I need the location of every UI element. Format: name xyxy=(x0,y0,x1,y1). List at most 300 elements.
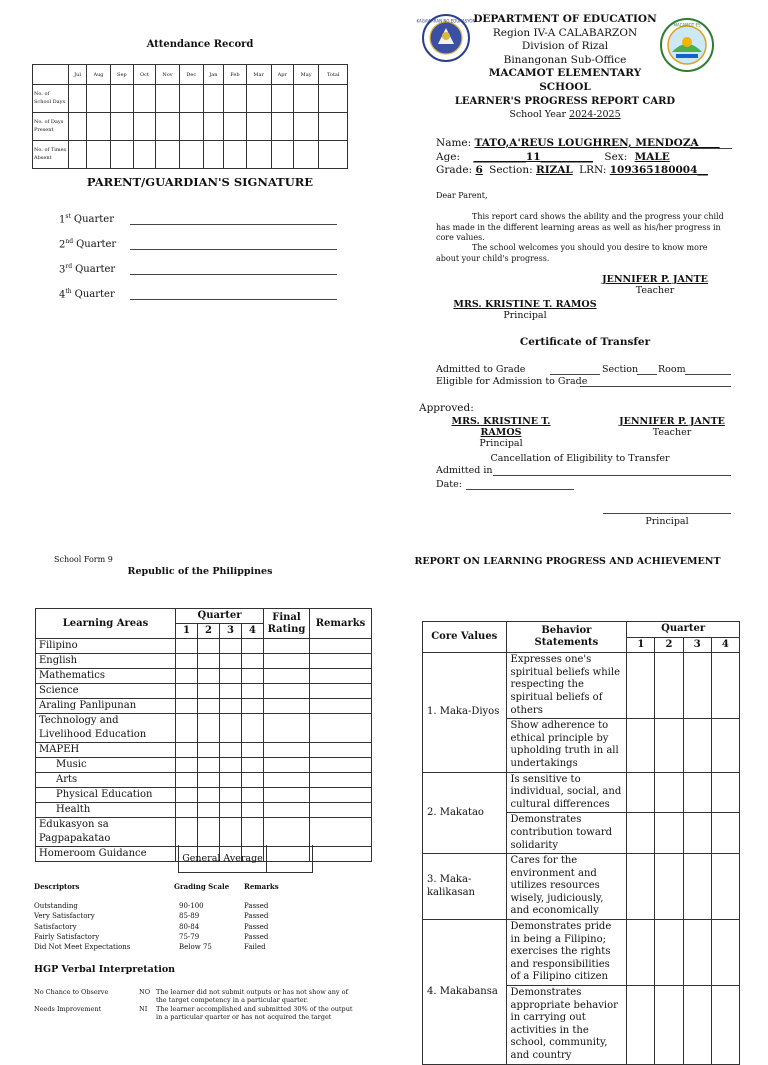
quarter-word: Quarter xyxy=(74,289,115,301)
col-cv-quarter: Quarter xyxy=(627,622,740,638)
descriptor-remarks-header: Remarks xyxy=(244,882,279,891)
remarks-cell[interactable] xyxy=(310,788,372,803)
grading-scale-value: 85-89 xyxy=(179,912,200,921)
school-name: MACAMOT ELEMENTARY SCHOOL xyxy=(488,67,642,93)
attendance-cell[interactable] xyxy=(180,113,203,141)
cv-mark-cell[interactable] xyxy=(683,719,711,772)
sex-label: Sex: xyxy=(604,151,628,163)
signature-line[interactable] xyxy=(130,224,337,225)
letter-paragraph-2: The school welcomes you should you desire to know more about your child's progress. xyxy=(436,243,708,263)
quarter-suffix: rd xyxy=(65,263,73,270)
cv-mark-cell[interactable] xyxy=(711,920,739,986)
admitted-in-label: Admitted in xyxy=(436,465,493,476)
quarter-suffix: nd xyxy=(65,238,74,245)
attendance-cell[interactable] xyxy=(110,141,133,169)
subject-name: Homeroom Guidance xyxy=(36,847,176,862)
attendance-cell[interactable] xyxy=(110,113,133,141)
learner-grade-row xyxy=(436,164,708,176)
cv-quarter-number: 1 xyxy=(627,637,655,653)
subject-name: Edukasyon sa Pagpapakatao xyxy=(36,818,176,847)
grade-cell[interactable] xyxy=(242,743,264,758)
subject-name: English xyxy=(36,654,176,669)
core-value-name: 1. Maka-Diyos xyxy=(423,653,507,772)
grade-cell[interactable] xyxy=(198,654,220,669)
grade-cell[interactable] xyxy=(198,699,220,714)
grade-cell[interactable] xyxy=(176,743,198,758)
transfer-principal-title: Principal xyxy=(479,438,523,449)
grade-cell[interactable] xyxy=(220,803,242,818)
attendance-cell[interactable] xyxy=(87,113,111,141)
grade-cell[interactable] xyxy=(176,639,198,654)
grade-cell[interactable] xyxy=(220,788,242,803)
quarter-num: 2 xyxy=(59,239,66,251)
learner-grade: 6 xyxy=(475,164,483,176)
behavior-statement: Is sensitive to individual, social, and cultural differences xyxy=(506,772,627,813)
attendance-cell[interactable] xyxy=(87,141,111,169)
core-value-row xyxy=(423,653,740,719)
grade-cell[interactable] xyxy=(198,788,220,803)
subject-name: Health xyxy=(36,803,176,818)
cv-mark-cell[interactable] xyxy=(655,920,683,986)
subject-row xyxy=(36,654,372,669)
transfer-teacher-name: JENNIFER P. JANTE xyxy=(619,416,725,427)
grade-cell[interactable] xyxy=(198,743,220,758)
remarks-cell[interactable] xyxy=(310,714,372,743)
hgp-label: No Chance to Observe xyxy=(34,988,109,996)
cv-mark-cell[interactable] xyxy=(655,719,683,772)
attendance-cell[interactable] xyxy=(203,141,224,169)
month-header: Apr xyxy=(271,65,293,85)
principal-name: MRS. KRISTINE T. RAMOS xyxy=(453,299,597,310)
attendance-cell[interactable] xyxy=(155,85,179,113)
bottom-principal-label: Principal xyxy=(645,516,689,527)
subject-row xyxy=(36,743,372,758)
cv-mark-cell[interactable] xyxy=(711,653,739,719)
month-header: Jan xyxy=(203,65,224,85)
attendance-corner-cell xyxy=(33,65,69,85)
cv-mark-cell[interactable] xyxy=(683,813,711,854)
subject-name: Music xyxy=(36,758,176,773)
attendance-cell[interactable] xyxy=(203,85,224,113)
remarks-cell[interactable] xyxy=(310,654,372,669)
attendance-cell[interactable] xyxy=(293,113,319,141)
grade-cell[interactable] xyxy=(242,773,264,788)
signature-quarter-label xyxy=(59,288,115,300)
behavior-statement: Demonstrates contribution toward solidarity xyxy=(506,813,627,854)
grade-cell[interactable] xyxy=(220,639,242,654)
eligible-label: Eligible for Admission to Grade xyxy=(436,376,588,387)
subject-name: Physical Education xyxy=(36,788,176,803)
cv-mark-cell[interactable] xyxy=(655,653,683,719)
grade-cell[interactable] xyxy=(220,654,242,669)
svg-text:KAGAWARAN NG EDUKASYON: KAGAWARAN NG EDUKASYON xyxy=(416,18,476,24)
signature-line[interactable] xyxy=(130,299,337,300)
attendance-cell[interactable] xyxy=(293,141,319,169)
learner-name-row xyxy=(436,137,720,149)
grade-cell[interactable] xyxy=(220,773,242,788)
name-label: Name: xyxy=(436,137,472,149)
hgp-code: NO xyxy=(139,988,151,996)
cancel-title: Cancellation of Eligibility to Transfer xyxy=(490,453,670,464)
attendance-cell[interactable] xyxy=(293,85,319,113)
grading-scale-value: Below 75 xyxy=(179,943,212,952)
cv-mark-cell[interactable] xyxy=(711,854,739,920)
attendance-title: Attendance Record xyxy=(146,39,254,50)
letter-paragraph-1: This report card shows the ability and the progress your child has made in the different learning areas as well as his/her progress in core values. xyxy=(436,212,724,242)
school-form-label: School Form 9 xyxy=(54,555,113,564)
descriptor-label: Fairly Satisfactory xyxy=(34,932,100,941)
cv-mark-cell[interactable] xyxy=(683,653,711,719)
grade-cell[interactable] xyxy=(176,773,198,788)
behavior-statement: Show adherence to ethical principle by upholding truth in all undertakings xyxy=(506,719,627,772)
cv-mark-cell[interactable] xyxy=(655,854,683,920)
attendance-cell[interactable] xyxy=(246,141,271,169)
grade-cell[interactable] xyxy=(176,788,198,803)
principal-title: Principal xyxy=(503,310,547,321)
cv-mark-cell[interactable] xyxy=(711,986,739,1065)
attendance-cell[interactable] xyxy=(69,85,87,113)
grade-cell[interactable] xyxy=(220,714,242,743)
col-behavior: Behavior Statements xyxy=(506,622,627,653)
remarks-cell[interactable] xyxy=(310,743,372,758)
cv-mark-cell[interactable] xyxy=(627,854,655,920)
month-header: Nov xyxy=(155,65,179,85)
republic-label: Republic of the Philippines xyxy=(127,566,273,577)
transfer-teacher-block xyxy=(612,416,732,438)
grade-cell[interactable] xyxy=(198,714,220,743)
grade-cell[interactable] xyxy=(198,803,220,818)
signature-line[interactable] xyxy=(130,249,337,250)
quarter-suffix: th xyxy=(65,288,72,295)
attendance-cell[interactable] xyxy=(319,85,348,113)
hgp-text: The learner accomplished and submitted 30% of the output in a particular quarter or has not acquired the target xyxy=(156,1005,353,1021)
region-name: Region IV-A CALABARZON xyxy=(492,26,638,39)
grade-cell[interactable] xyxy=(242,788,264,803)
final-rating-cell[interactable] xyxy=(264,669,310,684)
subject-name: Mathematics xyxy=(36,669,176,684)
report-title: REPORT ON LEARNING PROGRESS AND ACHIEVEMENT xyxy=(414,556,721,567)
descriptor-label: Very Satisfactory xyxy=(34,912,95,921)
cv-mark-cell[interactable] xyxy=(711,772,739,813)
grade-cell[interactable] xyxy=(198,773,220,788)
final-rating-cell[interactable] xyxy=(264,773,310,788)
grading-scale-header: Grading Scale xyxy=(174,882,230,891)
attendance-cell[interactable] xyxy=(155,141,179,169)
cv-mark-cell[interactable] xyxy=(683,772,711,813)
quarter-number: 1 xyxy=(176,624,198,639)
descriptor-remark: Failed xyxy=(244,943,266,952)
final-rating-cell[interactable] xyxy=(264,684,310,699)
core-value-row xyxy=(423,920,740,986)
learner-age-row xyxy=(436,151,670,163)
attendance-row xyxy=(33,141,348,169)
division-name: Division of Rizal xyxy=(521,40,609,53)
grade-cell[interactable] xyxy=(176,803,198,818)
transfer-principal-name: MRS. KRISTINE T. RAMOS xyxy=(451,416,551,438)
grade-cell[interactable] xyxy=(220,669,242,684)
month-header: Jul xyxy=(69,65,87,85)
general-average-value xyxy=(266,845,313,873)
teacher-name: JENNIFER P. JANTE xyxy=(602,274,708,285)
descriptor-label: Satisfactory xyxy=(34,922,77,931)
attendance-cell[interactable] xyxy=(155,113,179,141)
remarks-cell[interactable] xyxy=(310,818,372,847)
final-rating-cell[interactable] xyxy=(264,654,310,669)
behavior-statement: Demonstrates appropriate behavior in carrying out activities in the school, community, and country xyxy=(506,986,627,1065)
grade-cell[interactable] xyxy=(220,758,242,773)
subject-row xyxy=(36,773,372,788)
attendance-cell[interactable] xyxy=(246,85,271,113)
deped-seal-icon xyxy=(416,14,476,62)
attendance-cell[interactable] xyxy=(319,113,348,141)
descriptor-label: Did Not Meet Expectations xyxy=(34,943,131,952)
attendance-row-label: No. of Times Absent xyxy=(33,141,69,169)
attendance-cell[interactable] xyxy=(134,113,156,141)
cv-mark-cell[interactable] xyxy=(627,772,655,813)
subject-name: Filipino xyxy=(36,639,176,654)
cv-mark-cell[interactable] xyxy=(683,986,711,1065)
cv-mark-cell[interactable] xyxy=(627,986,655,1065)
attendance-cell[interactable] xyxy=(246,113,271,141)
final-rating-cell[interactable] xyxy=(264,818,310,847)
grade-cell[interactable] xyxy=(242,639,264,654)
final-rating-cell[interactable] xyxy=(264,699,310,714)
quarter-word: Quarter xyxy=(76,239,117,251)
cv-mark-cell[interactable] xyxy=(683,854,711,920)
cv-mark-cell[interactable] xyxy=(627,920,655,986)
attendance-cell[interactable] xyxy=(134,85,156,113)
cv-mark-cell[interactable] xyxy=(655,772,683,813)
month-header: Mar xyxy=(246,65,271,85)
attendance-cell[interactable] xyxy=(271,85,293,113)
hgp-code: NI xyxy=(139,1005,148,1013)
cv-quarter-number: 3 xyxy=(683,637,711,653)
col-final-rating: Final Rating xyxy=(264,609,310,639)
attendance-cell[interactable] xyxy=(134,141,156,169)
attendance-cell[interactable] xyxy=(203,113,224,141)
cv-quarter-number: 4 xyxy=(711,637,739,653)
cv-mark-cell[interactable] xyxy=(627,719,655,772)
attendance-cell[interactable] xyxy=(180,85,203,113)
grade-cell[interactable] xyxy=(176,684,198,699)
suboffice-name: Binangonan Sub-Office xyxy=(503,53,627,66)
school-year-value: 2024-2025 xyxy=(569,109,621,120)
learner-section: RIZAL xyxy=(535,164,573,176)
core-value-row xyxy=(423,772,740,813)
quarter-num: 3 xyxy=(59,264,66,276)
school-year xyxy=(440,109,690,120)
transfer-room-label: Room xyxy=(658,364,686,375)
letter-greeting: Dear Parent, xyxy=(436,191,488,200)
subject-name: MAPEH xyxy=(36,743,176,758)
remarks-cell[interactable] xyxy=(310,669,372,684)
descriptor-label: Outstanding xyxy=(34,902,78,910)
remarks-cell[interactable] xyxy=(310,699,372,714)
grade-cell[interactable] xyxy=(198,639,220,654)
grade-cell[interactable] xyxy=(242,699,264,714)
grade-cell[interactable] xyxy=(242,803,264,818)
final-rating-cell[interactable] xyxy=(264,788,310,803)
grade-cell[interactable] xyxy=(198,669,220,684)
signature-quarter-label xyxy=(59,263,115,275)
col-remarks: Remarks xyxy=(310,609,372,639)
month-header: Total xyxy=(319,65,348,85)
hgp-label: Needs Improvement xyxy=(34,1005,102,1013)
dept-name: DEPARTMENT OF EDUCATION xyxy=(473,13,657,25)
quarter-number: 2 xyxy=(198,624,220,639)
grading-scale-value: 75-79 xyxy=(179,932,200,941)
descriptor-remark: Passed xyxy=(244,912,269,921)
quarter-word: Quarter xyxy=(75,264,116,276)
signature-line[interactable] xyxy=(130,274,337,275)
attendance-cell[interactable] xyxy=(224,113,247,141)
grade-cell[interactable] xyxy=(242,684,264,699)
transfer-teacher-title: Teacher xyxy=(652,427,692,438)
attendance-row-label: No. of School Days xyxy=(33,85,69,113)
descriptor-remark: Passed xyxy=(244,902,269,910)
quarter-number: 3 xyxy=(220,624,242,639)
remarks-cell[interactable] xyxy=(310,758,372,773)
grade-cell[interactable] xyxy=(198,818,220,847)
month-header: Dec xyxy=(180,65,203,85)
grade-label: Grade: xyxy=(436,164,473,176)
final-rating-cell[interactable] xyxy=(264,639,310,654)
grade-cell[interactable] xyxy=(176,669,198,684)
cv-quarter-number: 2 xyxy=(655,637,683,653)
grade-cell[interactable] xyxy=(220,684,242,699)
descriptor-remark: Passed xyxy=(244,922,269,931)
learner-lrn: 109365180004__ xyxy=(609,164,708,176)
col-quarter: Quarter xyxy=(176,609,264,624)
core-value-name: 4. Makabansa xyxy=(423,920,507,1065)
attendance-cell[interactable] xyxy=(271,141,293,169)
subject-row xyxy=(36,818,372,847)
subject-row xyxy=(36,758,372,773)
subject-row xyxy=(36,699,372,714)
month-header: Sep xyxy=(110,65,133,85)
grade-cell[interactable] xyxy=(176,654,198,669)
attendance-cell[interactable] xyxy=(110,85,133,113)
final-rating-cell[interactable] xyxy=(264,714,310,743)
grade-cell[interactable] xyxy=(242,714,264,743)
core-value-name: 3. Maka-kalikasan xyxy=(423,854,507,920)
grading-scale-value: 90-100 xyxy=(179,902,204,910)
subject-row xyxy=(36,639,372,654)
attendance-cell[interactable] xyxy=(180,141,203,169)
date-label: Date: xyxy=(436,479,462,490)
quarter-num: 1 xyxy=(59,214,66,226)
core-value-row xyxy=(423,854,740,920)
behavior-statement: Demonstrates pride in being a Filipino; exercises the rights and responsibilities of a Filipino citizen xyxy=(506,920,627,986)
final-rating-cell[interactable] xyxy=(264,743,310,758)
attendance-row xyxy=(33,85,348,113)
transfer-principal-block xyxy=(430,416,572,449)
principal-signature-block xyxy=(445,299,605,321)
admitted-grade-row xyxy=(436,364,525,375)
signature-title: PARENT/GUARDIAN'S SIGNATURE xyxy=(86,175,314,189)
approved-label: Approved: xyxy=(419,402,474,414)
grade-cell[interactable] xyxy=(176,714,198,743)
quarter-suffix: st xyxy=(65,213,71,220)
hgp-text: The learner did not submit outputs or has not show any of the target competency in a particular quarter. xyxy=(156,988,348,1004)
month-header: Oct xyxy=(134,65,156,85)
grade-cell[interactable] xyxy=(176,818,198,847)
core-values-table xyxy=(422,621,740,1065)
cv-mark-cell[interactable] xyxy=(627,813,655,854)
grade-cell[interactable] xyxy=(220,699,242,714)
grade-cell[interactable] xyxy=(198,758,220,773)
grade-cell[interactable] xyxy=(242,758,264,773)
attendance-row xyxy=(33,113,348,141)
attendance-cell[interactable] xyxy=(224,141,247,169)
school-seal-icon xyxy=(660,18,714,72)
subject-row xyxy=(36,684,372,699)
grade-cell[interactable] xyxy=(220,743,242,758)
final-rating-cell[interactable] xyxy=(264,758,310,773)
descriptor-remark: Passed xyxy=(244,932,269,941)
remarks-cell[interactable] xyxy=(310,773,372,788)
attendance-cell[interactable] xyxy=(69,141,87,169)
col-core-values: Core Values xyxy=(423,622,507,653)
attendance-cell[interactable] xyxy=(69,113,87,141)
subject-row xyxy=(36,714,372,743)
teacher-title: Teacher xyxy=(635,285,675,296)
subject-name: Araling Panlipunan xyxy=(36,699,176,714)
transfer-section-label: Section xyxy=(602,364,639,375)
grade-cell[interactable] xyxy=(220,818,242,847)
grade-cell[interactable] xyxy=(198,684,220,699)
remarks-cell[interactable] xyxy=(310,803,372,818)
cv-mark-cell[interactable] xyxy=(655,813,683,854)
quarter-num: 4 xyxy=(59,289,66,301)
signature-quarter-label xyxy=(59,238,116,250)
age-label: Age: xyxy=(436,151,461,163)
attendance-cell[interactable] xyxy=(319,141,348,169)
quarter-number: 4 xyxy=(242,624,264,639)
attendance-cell[interactable] xyxy=(87,85,111,113)
attendance-cell[interactable] xyxy=(224,85,247,113)
learner-age: __________11__________ xyxy=(473,151,594,163)
remarks-cell[interactable] xyxy=(310,639,372,654)
cv-mark-cell[interactable] xyxy=(683,920,711,986)
remarks-cell[interactable] xyxy=(310,847,372,862)
cv-mark-cell[interactable] xyxy=(655,986,683,1065)
attendance-row-label: No. of Days Present xyxy=(33,113,69,141)
learning-areas-table xyxy=(35,608,372,862)
grade-cell[interactable] xyxy=(176,758,198,773)
attendance-cell[interactable] xyxy=(271,113,293,141)
cv-mark-cell[interactable] xyxy=(627,653,655,719)
grade-cell[interactable] xyxy=(176,699,198,714)
final-rating-cell[interactable] xyxy=(264,803,310,818)
grade-cell[interactable] xyxy=(242,654,264,669)
cv-mark-cell[interactable] xyxy=(711,719,739,772)
month-header: Feb xyxy=(224,65,247,85)
month-header: Aug xyxy=(87,65,111,85)
month-header: May xyxy=(293,65,319,85)
subject-row xyxy=(36,669,372,684)
quarter-word: Quarter xyxy=(73,214,114,226)
cv-mark-cell[interactable] xyxy=(711,813,739,854)
admitted-grade-label: Admitted to Grade xyxy=(436,364,526,375)
learner-name: TATO,A'REUS LOUGHREN, MENDOZA____ xyxy=(474,137,720,149)
subject-name: Arts xyxy=(36,773,176,788)
remarks-cell[interactable] xyxy=(310,684,372,699)
attendance-table xyxy=(32,64,348,169)
grade-cell[interactable] xyxy=(242,669,264,684)
grade-cell[interactable] xyxy=(242,818,264,847)
school-year-label: School Year xyxy=(509,109,567,120)
